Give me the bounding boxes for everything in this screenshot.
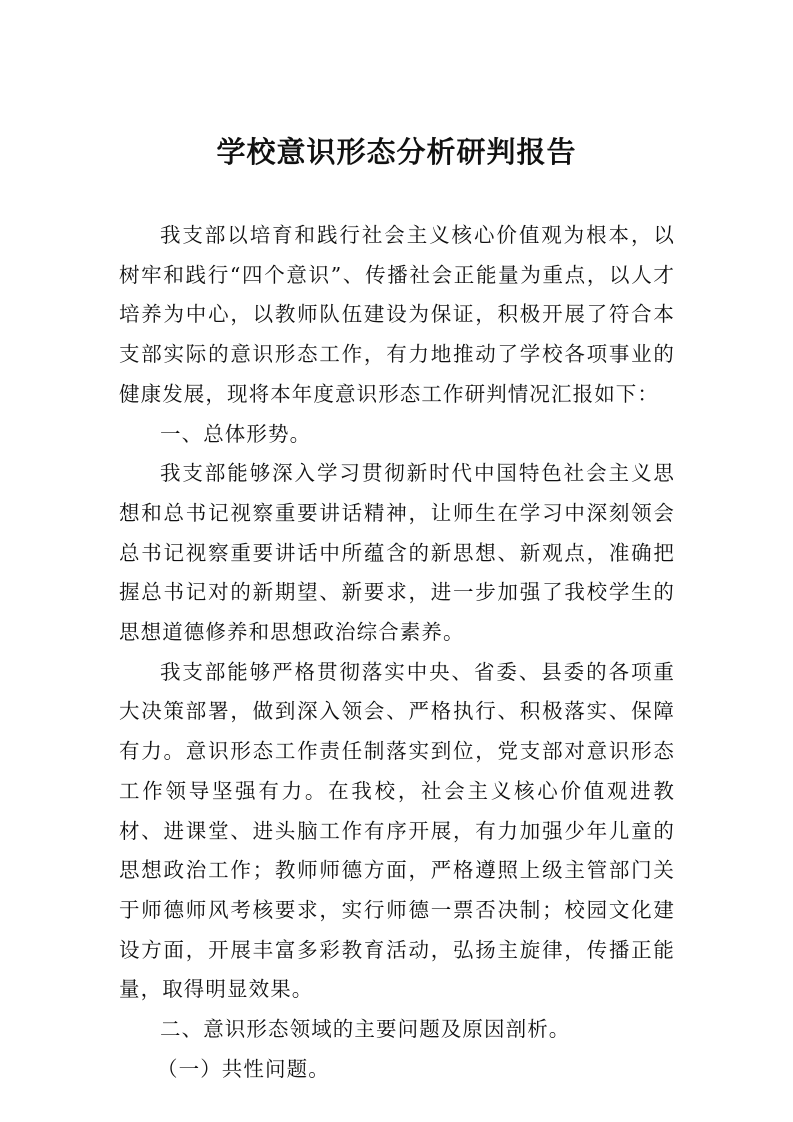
body-paragraph: 我支部能够深入学习贯彻新时代中国特色社会主义思想和总书记视察重要讲话精神，让师生在学习中深刻领会总书记视察重要讲话中所蕴含的新思想、新观点，准确把握总书记对的新期望、新要求，进一步加强了我校学生的思想道德修养和思想政治综合素养。 (119, 461, 675, 645)
section-heading-main-problems: 二、意识形态领域的主要问题及原因剖析。 (160, 1017, 571, 1042)
document-body (119, 216, 675, 1089)
intro-paragraph: 我支部以培育和践行社会主义核心价值观为根本，以树牢和践行“四个意识”、传播社会正能量为重点，以人才培养为中心，以教师队伍建设为保证，积极开展了符合本支部实际的意识形态工作，有力地推动了学校各项事业的健康发展，现将本年度意识形态工作研判情况汇报如下： (119, 223, 675, 406)
subsection-heading-common-problems: （一）共性问题。 (157, 1056, 330, 1081)
body-paragraph: 我支部能够严格贯彻落实中央、省委、县委的各项重大决策部署，做到深入领会、严格执行、积极落实、保障有力。意识形态工作责任制落实到位，党支部对意识形态工作领导坚强有力。在我校，社会主义核心价值观进教材、进课堂、进头脑工作有序开展，有力加强少年儿童的思想政治工作；教师师德方面，严格遵照上级主管部门关于师德师风考核要求，实行师德一票否决制；校园文化建设方面，开展丰富多彩教育活动，弘扬主旋律，传播正能量，取得明显效果。 (119, 659, 675, 1002)
document-title: 学校意识形态分析研判报告 (216, 135, 577, 169)
section-heading-overall-situation: 一、总体形势。 (160, 421, 312, 446)
